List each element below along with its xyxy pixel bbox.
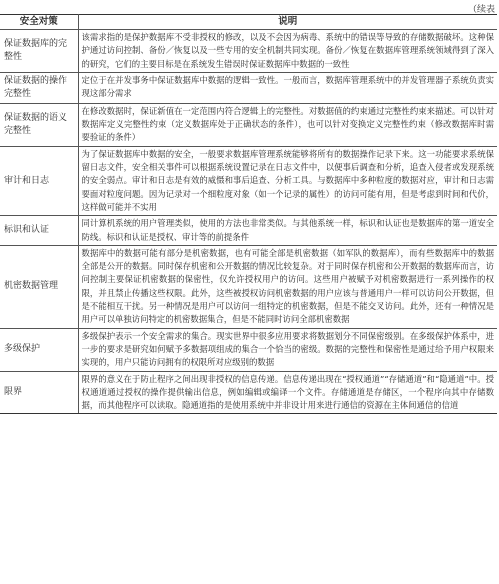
table-row (0, 103, 497, 146)
policy-cell: 机密数据管理 (0, 245, 78, 328)
policy-cell: 多级保护 (0, 328, 78, 371)
description-cell: 为了保证数据库中数据的安全，一般要求数据库管理系统能够将所有的数据操作记录下来。这一功能要求系统保留日志文件，安全相关事件可以根据系统设置记录在日志文件中，以便事后调查和分析，追查入侵者或发现系统的安全弱点。审计和日志是有效的威慑和事后追查、分析工具。与数据库中多种粒度的数据对应，审计和日志需要面对粒度问题。因为记录对一个细粒度对象（如一个记录的属性）的访问可能有用，但是考虑到时间和代价，这样做可能并不实用 (78, 146, 497, 215)
description-cell: 多级保护表示一个安全需求的集合。现实世界中很多应用要求将数据划分不同保密级别。在多级保护体系中，进一步的要求是研究如何赋予多数据项组成的集合一个恰当的密级。数据的完整性和保密性是通过给予用户权限来实现的，用户只能访问拥有的权限所对应级别的数据 (78, 328, 497, 371)
continued-label: （续表 (467, 5, 495, 15)
description-cell: 在修改数据时，保证新值在一定范围内符合逻辑上的完整性。对数据值的约束通过完整性约束来描述。可以针对数据库定义完整性约束（定义数据库处于正确状态的条件），也可以针对变换定义完整性约束（修改数据库时需要验证的条件） (78, 103, 497, 146)
table-row (0, 328, 497, 371)
table-row (0, 371, 497, 414)
description-cell: 同计算机系统的用户管理类似，使用的方法也非常类似。与其他系统一样，标识和认证也是数据库的第一道安全防线。标识和认证是授权、审计等的前提条件 (78, 216, 497, 246)
description-cell: 限界的意义在于防止程序之间出现非授权的信息传递。信息传递出现在“授权通道”“存储通道”和“隐通道”中。授权通道通过授权的操作提供输出信息，例如编辑或编译一个文件。存储通道是存储区，一个程序向其中存储数据，而其他程序可以读取。隐通道指的是使用系统中并非设计用来进行通信的资源在主体间通信的信道 (78, 371, 497, 414)
table-row (0, 245, 497, 328)
security-measures-table (0, 14, 497, 414)
policy-cell: 标识和认证 (0, 216, 78, 246)
policy-cell: 保证数据库的完整性 (0, 30, 78, 73)
description-cell: 该需求指的是保护数据库不受非授权的修改，以及不会因为病毒、系统中的错误等导致的存储数据破坏。这种保护通过访问控制、备份／恢复以及一些专用的安全机制共同实现。备份／恢复在数据库管理系统领域得到了深入的研究，它们的主要目标是在系统发生错误时保证数据库中数据的一致性 (78, 30, 497, 73)
header-policy: 安全对策 (0, 15, 78, 30)
description-cell: 数据库中的数据可能有部分是机密数据，也有可能全部是机密数据（如军队的数据库），而有些数据库中的数据全部是公开的数据。同时保存机密和公开数据的情况比较复杂。对于同时保存机密和公开数据的数据库而言，访问控制主要保证机密数据的保密性，仅允许授权用户的访问。这些用户被赋予对机密数据进行一系列操作的权限，并且禁止传播这些权限。此外，这些被授权访问机密数据的用户应该与普通用户一样可以访问公开数据，但是不能相互干扰。另一种情况是用户可以访问一组特定的机密数据，但是不能交叉访问。此外，还有一种情况是用户可以单独访问特定的机密数据集合，但是不能同时访问全部机密数据 (78, 245, 497, 328)
policy-cell: 限界 (0, 371, 78, 414)
table-row (0, 72, 497, 103)
policy-cell: 审计和日志 (0, 146, 78, 215)
policy-cell: 保证数据的语义完整性 (0, 103, 78, 146)
table-header-row (0, 15, 497, 30)
description-cell: 定位于在并发事务中保证数据库中数据的逻辑一致性。一般而言，数据库管理系统中的并发管理器子系统负责实现这部分需求 (78, 72, 497, 103)
header-description: 说明 (78, 15, 497, 30)
policy-cell: 保证数据的操作完整性 (0, 72, 78, 103)
table-row (0, 30, 497, 73)
table-row (0, 146, 497, 215)
table-row (0, 216, 497, 246)
